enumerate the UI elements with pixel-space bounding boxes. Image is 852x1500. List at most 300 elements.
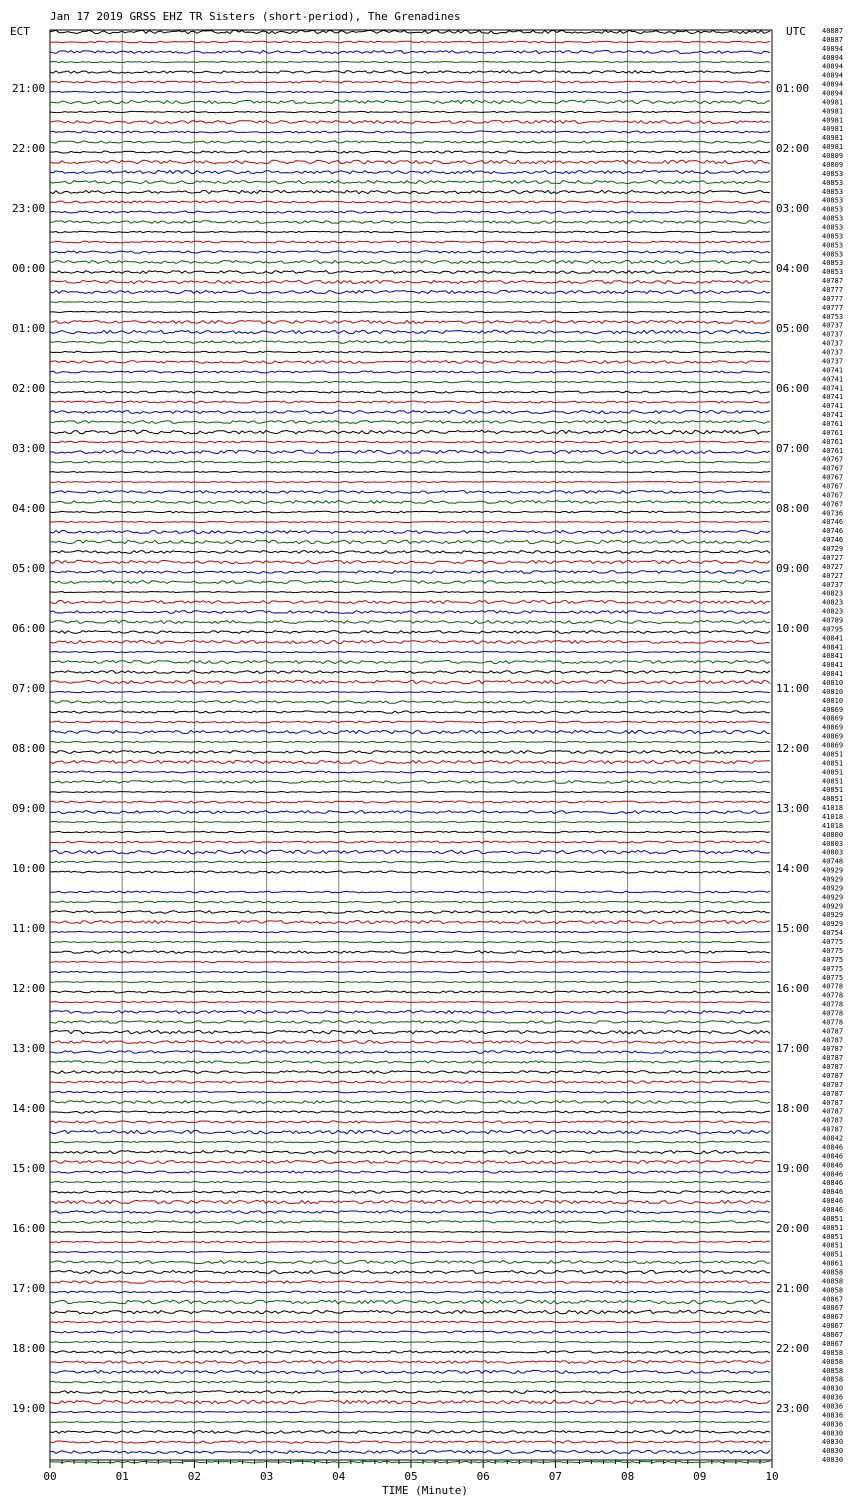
trace-value-label: 40737 (822, 580, 844, 589)
left-hour-label: 22:00 (12, 142, 46, 155)
trace-value-label: 40887 (822, 35, 844, 44)
seismic-trace (50, 891, 770, 893)
trace-value-label: 40853 (822, 241, 844, 250)
trace-value-label: 40894 (822, 53, 844, 62)
trace-value-label: 40729 (822, 545, 844, 553)
trace-value-label: 40841 (822, 661, 844, 670)
seismic-trace (50, 721, 770, 723)
seismic-trace (50, 871, 770, 873)
seismic-trace (50, 760, 770, 763)
trace-value-label: 40746 (822, 527, 844, 536)
trace-value-label: 40981 (822, 116, 844, 125)
trace-value-label: 40787 (822, 1027, 844, 1036)
trace-value-label: 40737 (822, 321, 844, 330)
seismic-trace (50, 1121, 770, 1123)
seismic-trace (50, 381, 770, 383)
trace-value-label: 40800 (822, 830, 844, 839)
right-hour-label: 14:00 (776, 862, 810, 875)
trace-value-label: 40778 (822, 1000, 844, 1009)
trace-value-label: 40867 (822, 1304, 844, 1313)
trace-value-label: 40858 (822, 1277, 844, 1286)
trace-value-label: 40736 (822, 509, 844, 518)
right-hour-label: 15:00 (776, 922, 810, 935)
trace-value-label: 40853 (822, 232, 844, 241)
left-hour-label: 02:00 (12, 382, 46, 395)
right-hour-label: 23:00 (776, 1402, 810, 1415)
chart-title: Jan 17 2019 GRSS EHZ TR Sisters (short-period), The Grenadines (50, 10, 461, 23)
trace-value-label: 40803 (822, 848, 844, 857)
seismic-trace (50, 450, 770, 453)
trace-value-label: 40841 (822, 643, 844, 652)
seismic-trace (50, 341, 770, 344)
trace-value-label: 40851 (822, 1250, 844, 1259)
trace-value-label: 40846 (822, 1170, 844, 1179)
left-hour-label: 21:00 (12, 82, 46, 95)
seismic-trace (50, 190, 770, 193)
trace-value-label: 40858 (822, 1357, 844, 1366)
seismic-trace (50, 1011, 770, 1014)
seismic-trace (50, 1141, 770, 1143)
trace-value-label: 40929 (822, 884, 844, 893)
trace-value-label: 40836 (822, 1420, 844, 1429)
left-hour-label: 09:00 (12, 802, 46, 815)
seismic-trace (50, 321, 770, 324)
x-axis-label: TIME (Minute) (381, 1484, 469, 1497)
seismic-trace (50, 1181, 770, 1182)
seismic-trace (50, 920, 770, 923)
seismic-trace (50, 251, 770, 253)
x-tick-label: 04 (332, 1470, 346, 1483)
seismic-trace (50, 1232, 770, 1233)
seismic-trace (50, 141, 770, 143)
seismic-trace (50, 951, 770, 954)
seismic-trace (50, 620, 770, 623)
trace-value-label: 40929 (822, 911, 844, 920)
trace-value-label: 40842 (822, 1134, 844, 1143)
seismic-trace (50, 181, 770, 184)
trace-value-label: 40787 (822, 1107, 844, 1116)
seismic-trace (50, 241, 770, 243)
trace-value-label: 40823 (822, 598, 844, 607)
x-tick-label: 03 (259, 1470, 274, 1483)
seismic-trace (50, 671, 770, 674)
trace-value-label: 40887 (822, 27, 844, 35)
trace-value-label: 40846 (822, 1179, 844, 1188)
seismic-trace (50, 1331, 770, 1333)
x-tick-label: 09 (693, 1470, 707, 1483)
trace-value-label: 40767 (822, 455, 844, 464)
trace-value-label: 40851 (822, 768, 844, 777)
trace-value-label: 40836 (822, 1411, 844, 1420)
left-hour-label: 06:00 (12, 622, 46, 635)
seismic-trace (50, 1041, 770, 1044)
trace-value-label: 40853 (822, 223, 844, 232)
trace-value-label: 40981 (822, 125, 844, 134)
seismic-trace (50, 81, 770, 83)
trace-value-label: 40737 (822, 339, 844, 348)
trace-value-label: 40741 (822, 393, 844, 402)
seismic-trace (50, 792, 770, 793)
trace-value-label: 40846 (822, 1143, 844, 1152)
seismic-trace (50, 901, 770, 903)
trace-value-label: 40741 (822, 402, 844, 411)
right-hour-label: 13:00 (776, 802, 810, 815)
trace-value-label: 40841 (822, 652, 844, 661)
seismic-traces (50, 30, 770, 1462)
seismic-trace (50, 962, 770, 963)
seismic-trace (50, 781, 770, 784)
trace-value-label: 40787 (822, 1036, 844, 1045)
right-hour-label: 02:00 (776, 142, 810, 155)
seismic-trace (50, 481, 770, 482)
trace-value-label: 40894 (822, 62, 844, 71)
seismic-trace (50, 730, 770, 733)
seismic-trace (50, 1271, 770, 1274)
seismic-trace (50, 931, 770, 932)
trace-value-label: 40869 (822, 723, 844, 732)
left-hour-label: 17:00 (12, 1282, 46, 1295)
left-hour-label: 15:00 (12, 1162, 46, 1175)
right-hour-label: 05:00 (776, 322, 810, 335)
x-tick-label: 05 (404, 1470, 418, 1483)
seismic-trace (50, 1061, 770, 1063)
seismic-trace (50, 1221, 770, 1223)
seismic-trace (50, 1101, 770, 1104)
seismic-trace (50, 271, 770, 274)
seismic-trace (50, 401, 770, 403)
seismic-trace (50, 1381, 770, 1383)
trace-value-label: 40929 (822, 893, 844, 902)
seismic-trace (50, 1111, 770, 1113)
seismic-trace (50, 371, 770, 373)
seismic-trace (50, 680, 770, 683)
trace-value-label: 40775 (822, 973, 844, 982)
trace-value-label: 40789 (822, 616, 844, 625)
x-tick-label: 06 (476, 1470, 490, 1483)
trace-value-label: 40775 (822, 947, 844, 955)
trace-value-label: 40858 (822, 1375, 844, 1384)
seismic-trace (50, 691, 770, 692)
x-tick-label: 07 (548, 1470, 563, 1483)
trace-value-label: 40727 (822, 562, 844, 571)
left-hour-label: 14:00 (12, 1102, 46, 1115)
trace-value-label: 40761 (822, 437, 844, 446)
trace-value-label: 40787 (822, 1089, 844, 1098)
left-hour-label: 23:00 (12, 202, 46, 215)
seismic-trace (50, 351, 770, 352)
trace-value-label: 40867 (822, 1331, 844, 1339)
seismic-trace (50, 461, 770, 463)
seismic-trace (50, 311, 770, 312)
seismic-trace (50, 522, 770, 523)
trace-value-label: 40737 (822, 330, 844, 339)
seismic-trace (50, 1241, 770, 1243)
trace-value-label: 40777 (822, 303, 844, 312)
right-hour-label: 17:00 (776, 1042, 810, 1055)
seismic-trace (50, 1051, 770, 1053)
trace-value-label: 40767 (822, 491, 844, 500)
seismic-trace (50, 71, 770, 74)
seismic-trace (50, 1351, 770, 1353)
trace-value-label: 40851 (822, 786, 844, 795)
seismic-trace (50, 771, 770, 773)
trace-value-label: 40830 (822, 1456, 844, 1465)
seismic-trace (50, 1151, 770, 1154)
right-hour-label: 04:00 (776, 262, 810, 275)
trace-value-label: 40803 (822, 839, 844, 848)
seismic-trace (50, 231, 770, 232)
right-hour-label: 09:00 (776, 562, 810, 575)
trace-value-label: 40851 (822, 1223, 844, 1232)
seismic-trace (50, 1391, 770, 1394)
trace-value-label: 40894 (822, 80, 844, 89)
seismic-trace (50, 861, 770, 862)
left-hour-label: 13:00 (12, 1042, 46, 1055)
seismic-trace (50, 911, 770, 913)
trace-value-label: 40929 (822, 920, 844, 929)
trace-value-label: 40767 (822, 500, 844, 509)
seismic-trace (50, 1091, 770, 1093)
trace-value-label: 40741 (822, 375, 844, 384)
seismic-trace (50, 1341, 770, 1342)
trace-value-label: 40981 (822, 134, 844, 143)
left-hour-label: 12:00 (12, 982, 46, 995)
trace-value-label: 40830 (822, 1438, 844, 1447)
trace-value-label: 40761 (822, 428, 844, 437)
right-hour-label: 18:00 (776, 1102, 810, 1115)
trace-value-label: 40851 (822, 777, 844, 786)
trace-value-label: 40748 (822, 857, 844, 866)
trace-value-label: 40869 (822, 714, 844, 723)
seismic-trace (50, 1281, 770, 1283)
seismic-trace (50, 491, 770, 494)
seismic-trace (50, 361, 770, 364)
trace-value-label: 40981 (822, 98, 844, 107)
trace-value-label: 40894 (822, 89, 844, 98)
trace-value-label: 40810 (822, 687, 844, 696)
seismic-trace (50, 160, 770, 164)
right-hour-label: 01:00 (776, 82, 810, 95)
seismic-trace (50, 811, 770, 814)
trace-value-label: 40727 (822, 571, 844, 580)
seismic-trace (50, 1001, 770, 1002)
seismic-trace (50, 751, 770, 754)
right-hour-label: 07:00 (776, 442, 810, 455)
right-hour-label: 10:00 (776, 622, 810, 635)
trace-value-label: 40846 (822, 1206, 844, 1214)
right-hour-label: 16:00 (776, 982, 810, 995)
right-hour-label: 12:00 (776, 742, 810, 755)
seismic-trace (50, 531, 770, 534)
trace-value-label: 40858 (822, 1286, 844, 1295)
trace-value-label: 40858 (822, 1366, 844, 1375)
trace-value-label: 40846 (822, 1197, 844, 1205)
seismic-trace (50, 941, 770, 942)
trace-value-label: 40841 (822, 670, 844, 679)
trace-value-label: 40830 (822, 1429, 844, 1438)
seismic-trace (50, 1370, 770, 1373)
seismic-trace (50, 601, 770, 604)
trace-value-label: 40853 (822, 214, 844, 223)
trace-value-label: 40867 (822, 1313, 844, 1322)
trace-value-label: 40981 (822, 107, 844, 116)
trace-value-label: 40775 (822, 938, 844, 946)
trace-value-label: 40929 (822, 875, 844, 884)
seismic-trace (50, 821, 770, 822)
seismic-trace (50, 631, 770, 634)
left-timezone-label: ECT (10, 25, 30, 38)
seismic-trace (50, 711, 770, 713)
trace-value-label: 40894 (822, 44, 844, 53)
seismic-trace (50, 201, 770, 203)
trace-value-label: 40836 (822, 1393, 844, 1402)
trace-value-label: 40851 (822, 750, 844, 759)
left-hour-label: 16:00 (12, 1222, 46, 1235)
trace-value-label: 40867 (822, 1322, 844, 1331)
left-hour-label: 07:00 (12, 682, 46, 695)
trace-value-label: 40767 (822, 473, 844, 482)
seismic-trace (50, 641, 770, 644)
seismic-trace (50, 831, 770, 833)
seismic-trace (50, 100, 770, 104)
trace-value-label: 40787 (822, 1054, 844, 1063)
trace-value-label: 40761 (822, 446, 844, 455)
trace-value-label: 40767 (822, 482, 844, 491)
trace-value-label: 40858 (822, 1348, 844, 1357)
seismic-trace (50, 62, 770, 63)
trace-value-label: 40846 (822, 1188, 844, 1197)
x-tick-label: 00 (43, 1470, 57, 1483)
trace-value-label: 40853 (822, 259, 844, 268)
trace-value-label: 40853 (822, 169, 844, 178)
left-hour-label: 11:00 (12, 922, 46, 935)
seismic-trace (50, 581, 770, 584)
trace-value-label: 40853 (822, 187, 844, 196)
trace-value-label: 40853 (822, 178, 844, 187)
trace-value-label: 40851 (822, 1214, 844, 1223)
right-hour-label: 20:00 (776, 1222, 810, 1235)
seismic-trace (50, 41, 770, 43)
trace-value-label: 40846 (822, 1161, 844, 1170)
trace-value-label: 40810 (822, 696, 844, 705)
seismic-trace (50, 280, 770, 283)
seismic-trace (50, 1441, 770, 1443)
seismic-trace (50, 540, 770, 543)
seismic-trace (50, 221, 770, 224)
left-hour-label: 01:00 (12, 322, 46, 335)
seismic-trace (50, 981, 770, 982)
trace-value-label: 40851 (822, 759, 844, 768)
seismic-trace (50, 1400, 770, 1404)
trace-value-label: 40830 (822, 1447, 844, 1456)
right-hour-label: 19:00 (776, 1162, 810, 1175)
seismic-trace (50, 501, 770, 504)
trace-value-label: 40741 (822, 384, 844, 393)
trace-value-label: 40869 (822, 705, 844, 714)
trace-value-label: 40810 (822, 679, 844, 687)
trace-value-label: 40853 (822, 205, 844, 214)
trace-value-label: 40846 (822, 1152, 844, 1161)
trace-value-label: 41018 (822, 813, 844, 821)
axis-labels (12, 27, 843, 1483)
trace-value-label: 40787 (822, 1063, 844, 1072)
x-tick-label: 01 (115, 1470, 129, 1483)
seismic-trace (50, 151, 770, 153)
seismic-trace (50, 1261, 770, 1264)
seismic-trace (50, 1171, 770, 1173)
right-hour-label: 11:00 (776, 682, 810, 695)
trace-value-label: 40787 (822, 277, 844, 286)
seismic-trace (50, 841, 770, 843)
right-hour-label: 03:00 (776, 202, 810, 215)
trace-value-label: 40853 (822, 268, 844, 277)
trace-value-label: 40981 (822, 143, 844, 152)
trace-value-label: 40841 (822, 634, 844, 643)
left-hour-label: 04:00 (12, 502, 46, 515)
seismic-trace (50, 411, 770, 414)
trace-value-label: 40787 (822, 1080, 844, 1089)
seismic-trace (50, 1030, 770, 1033)
trace-value-label: 40787 (822, 1072, 844, 1080)
trace-value-label: 40795 (822, 625, 844, 634)
seismic-trace (50, 701, 770, 703)
trace-value-label: 40746 (822, 518, 844, 527)
seismic-trace (50, 1130, 770, 1134)
trace-value-label: 40777 (822, 295, 844, 303)
trace-value-label: 40746 (822, 536, 844, 545)
seismic-trace (50, 430, 770, 434)
seismic-trace (50, 651, 770, 652)
x-tick-label: 10 (765, 1470, 779, 1483)
seismic-trace (50, 801, 770, 803)
trace-value-label: 40778 (822, 991, 844, 1000)
trace-value-label: 40737 (822, 357, 844, 366)
seismic-trace (50, 211, 770, 213)
seismic-trace (50, 1191, 770, 1194)
x-tick-label: 02 (187, 1470, 202, 1483)
trace-value-label: 40929 (822, 902, 844, 911)
left-hour-label: 18:00 (12, 1342, 46, 1355)
trace-value-label: 40858 (822, 1268, 844, 1277)
seismic-trace (50, 121, 770, 124)
seismic-trace (50, 661, 770, 664)
trace-value-label: 40851 (822, 1241, 844, 1250)
seismic-trace (50, 1251, 770, 1252)
trace-value-label: 40823 (822, 607, 844, 616)
trace-value-label: 40929 (822, 866, 844, 875)
seismic-trace (50, 1071, 770, 1074)
trace-value-label: 40836 (822, 1402, 844, 1411)
seismic-trace (50, 1451, 770, 1454)
trace-value-label: 40775 (822, 955, 844, 964)
trace-value-label: 40867 (822, 1295, 844, 1304)
trace-value-label: 40767 (822, 464, 844, 473)
seismic-trace (50, 551, 770, 554)
trace-value-label: 41018 (822, 821, 844, 830)
seismic-trace (50, 330, 770, 333)
trace-value-label: 40775 (822, 964, 844, 973)
seismic-trace (50, 971, 770, 972)
trace-value-label: 40853 (822, 250, 844, 259)
trace-value-label: 40787 (822, 1116, 844, 1125)
seismic-trace (50, 391, 770, 393)
seismic-trace (50, 91, 770, 93)
left-hour-label: 10:00 (12, 862, 46, 875)
right-hour-label: 06:00 (776, 382, 810, 395)
seismic-trace (50, 1361, 770, 1364)
trace-value-label: 40777 (822, 286, 844, 294)
seismic-trace (50, 850, 770, 853)
